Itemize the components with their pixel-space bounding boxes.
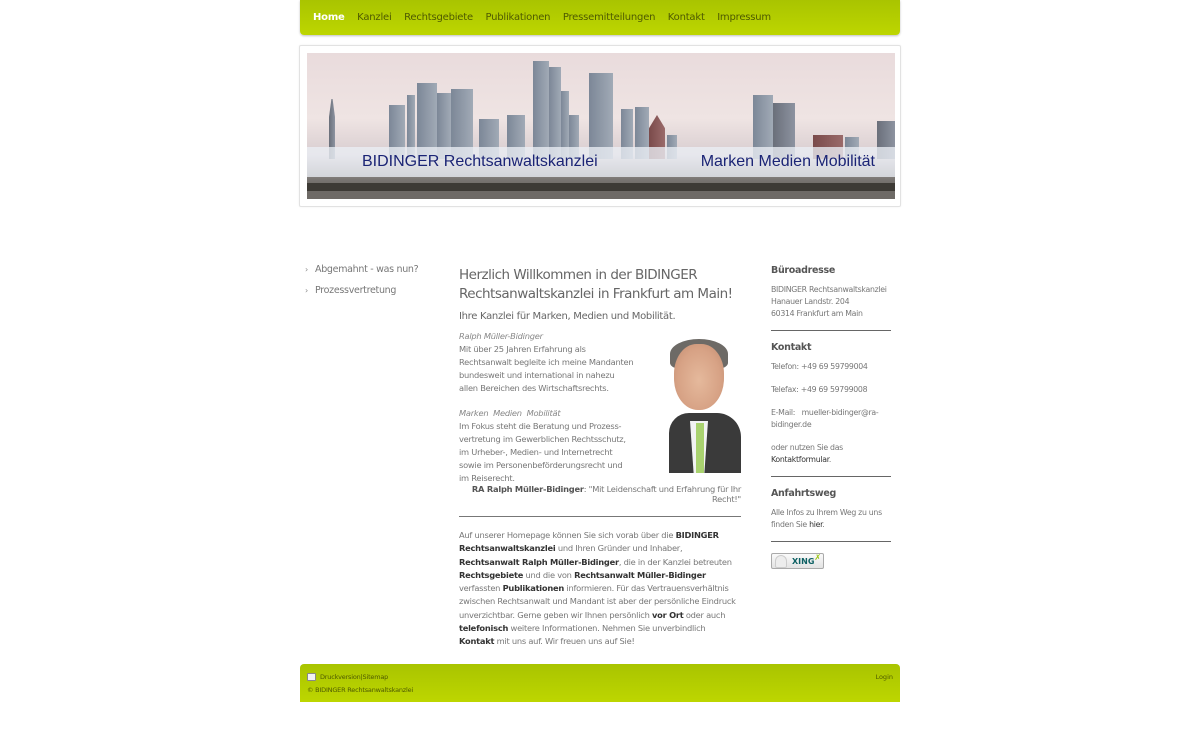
main-content bbox=[459, 266, 741, 649]
login-link[interactable]: Login bbox=[875, 673, 893, 681]
contact-heading: Kontakt bbox=[771, 342, 812, 353]
sidebar bbox=[771, 265, 891, 573]
quote-text: : "Mit Leidenschaft und Erfahrung für Ihr Recht!" bbox=[583, 484, 741, 504]
lawyer-name: Ralph Müller-Bidinger bbox=[459, 331, 543, 341]
email: E-Mail: mueller-bidinger@ra-bidinger.de bbox=[771, 408, 879, 429]
printer-icon bbox=[307, 673, 316, 681]
divider bbox=[771, 476, 891, 477]
nav-impressum[interactable]: Impressum bbox=[717, 12, 771, 23]
lawyer-portrait bbox=[664, 334, 741, 473]
divider bbox=[771, 541, 891, 542]
link-telefonisch[interactable]: telefonisch bbox=[459, 623, 509, 634]
link-kanzlei[interactable]: BIDINGER Rechtsanwaltskanzlei bbox=[459, 530, 719, 554]
copyright: © BIDINGER Rechtsanwaltskanzlei bbox=[307, 686, 414, 694]
sitemap-link[interactable]: Sitemap bbox=[362, 673, 389, 681]
xing-logo-icon: ✗ bbox=[814, 552, 822, 562]
banner-tagline: Marken Medien Mobilität bbox=[700, 153, 875, 170]
skyline-image bbox=[307, 53, 895, 199]
intro-tagline: Marken Medien Mobilität bbox=[459, 408, 561, 418]
page-subtitle: Ihre Kanzlei für Marken, Medien und Mobilität. bbox=[459, 311, 676, 322]
directions-link[interactable]: hier bbox=[809, 520, 823, 529]
directions-text: Alle Infos zu Ihrem Weg zu uns finden Sie hier. bbox=[771, 508, 882, 529]
xing-label: XING bbox=[792, 556, 815, 566]
link-kontakt[interactable]: Kontakt bbox=[459, 636, 495, 647]
quote bbox=[459, 484, 741, 504]
header-banner bbox=[299, 45, 901, 207]
sub-navigation bbox=[305, 264, 445, 306]
divider bbox=[771, 330, 891, 331]
intro-section bbox=[459, 330, 741, 483]
directions-heading: Anfahrtsweg bbox=[771, 488, 837, 499]
link-rechtsanwalt-2[interactable]: Rechtsanwalt Müller-Bidinger bbox=[574, 569, 706, 580]
print-version-link[interactable]: Druckversion bbox=[320, 673, 361, 681]
address-line-1: BIDINGER Rechtsanwaltskanzlei bbox=[771, 285, 887, 294]
contact-form-text: oder nutzen Sie das Kontaktformular. bbox=[771, 443, 843, 464]
xing-button[interactable] bbox=[771, 553, 824, 569]
address-heading: Büroadresse bbox=[771, 265, 836, 276]
phone: Telefon: +49 69 59799004 bbox=[771, 362, 868, 371]
nav-kanzlei[interactable]: Kanzlei bbox=[357, 12, 392, 23]
nav-kontakt[interactable]: Kontakt bbox=[667, 12, 705, 23]
link-publikationen[interactable]: Publikationen bbox=[502, 583, 565, 594]
divider bbox=[459, 516, 741, 517]
link-rechtsgebiete[interactable]: Rechtsgebiete bbox=[459, 569, 524, 580]
banner-title: BIDINGER Rechtsanwaltskanzlei bbox=[362, 153, 598, 170]
contact-form-link[interactable]: Kontaktformular bbox=[771, 455, 829, 464]
nav-home[interactable]: Home bbox=[313, 12, 345, 23]
nav-rechtsgebiete[interactable]: Rechtsgebiete bbox=[404, 12, 473, 23]
main-nav bbox=[300, 0, 900, 35]
fax: Telefax: +49 69 59799008 bbox=[771, 385, 868, 394]
intro-paragraph-1: Mit über 25 Jahren Erfahrung als Rechtsanwalt begleite ich meine Mandanten bundesweit und international in nahezu allen Bereichen des Wirtschaftsrechts. bbox=[459, 344, 634, 393]
nav-pressemitteilungen[interactable]: Pressemitteilungen bbox=[562, 12, 656, 23]
footer: Druckversion | Sitemap © BIDINGER Rechtsanwaltskanzlei Login bbox=[300, 664, 900, 702]
subnav-item-prozessvertretung[interactable]: › Prozessvertretung bbox=[305, 285, 397, 296]
quote-author: RA Ralph Müller-Bidinger bbox=[471, 484, 584, 494]
person-icon bbox=[775, 555, 787, 568]
page-title: Herzlich Willkommen in der BIDINGER Rechtsanwaltskanzlei in Frankfurt am Main! bbox=[459, 267, 733, 302]
nav-publikationen[interactable]: Publikationen bbox=[485, 12, 551, 23]
intro-paragraph-2: Im Fokus steht die Beratung und Prozess-vertretung im Gewerblichen Rechtsschutz, im Urheber-, Medien- und Internetrecht sowie im Personenbeförderungsrecht und im Reiserecht. bbox=[459, 421, 626, 483]
address-line-2: Hanauer Landstr. 204 bbox=[771, 297, 850, 306]
chevron-right-icon: › bbox=[305, 286, 308, 295]
body-paragraph: Auf unserer Homepage können Sie sich vorab über die BIDINGER Rechtsanwaltskanzlei und Ihren Gründer und Inhaber, Rechtsanwalt Ralph Müller-Bidinger, die in der Kanzlei betreuten Rechtsgebiete und die von Rechtsanwalt Müller-Bidinger verfassten Publikationen informieren. Für das Vertrauensverhältnis zwischen Rechtsanwalt und Mandant ist aber der persönliche Eindruck unverzichtbar. Gerne geben wir Ihnen persönlich vor Ort oder auch telefonisch weitere Informationen. Nehmen Sie unverbindlich Kontakt mit uns auf. Wir freuen uns auf Sie! bbox=[459, 530, 736, 647]
link-vor-ort[interactable]: vor Ort bbox=[652, 609, 684, 620]
subnav-item-abgemahnt[interactable]: › Abgemahnt - was nun? bbox=[305, 264, 419, 275]
chevron-right-icon: › bbox=[305, 265, 308, 274]
address-line-3: 60314 Frankfurt am Main bbox=[771, 309, 863, 318]
link-rechtsanwalt[interactable]: Rechtsanwalt Ralph Müller-Bidinger bbox=[459, 556, 619, 567]
